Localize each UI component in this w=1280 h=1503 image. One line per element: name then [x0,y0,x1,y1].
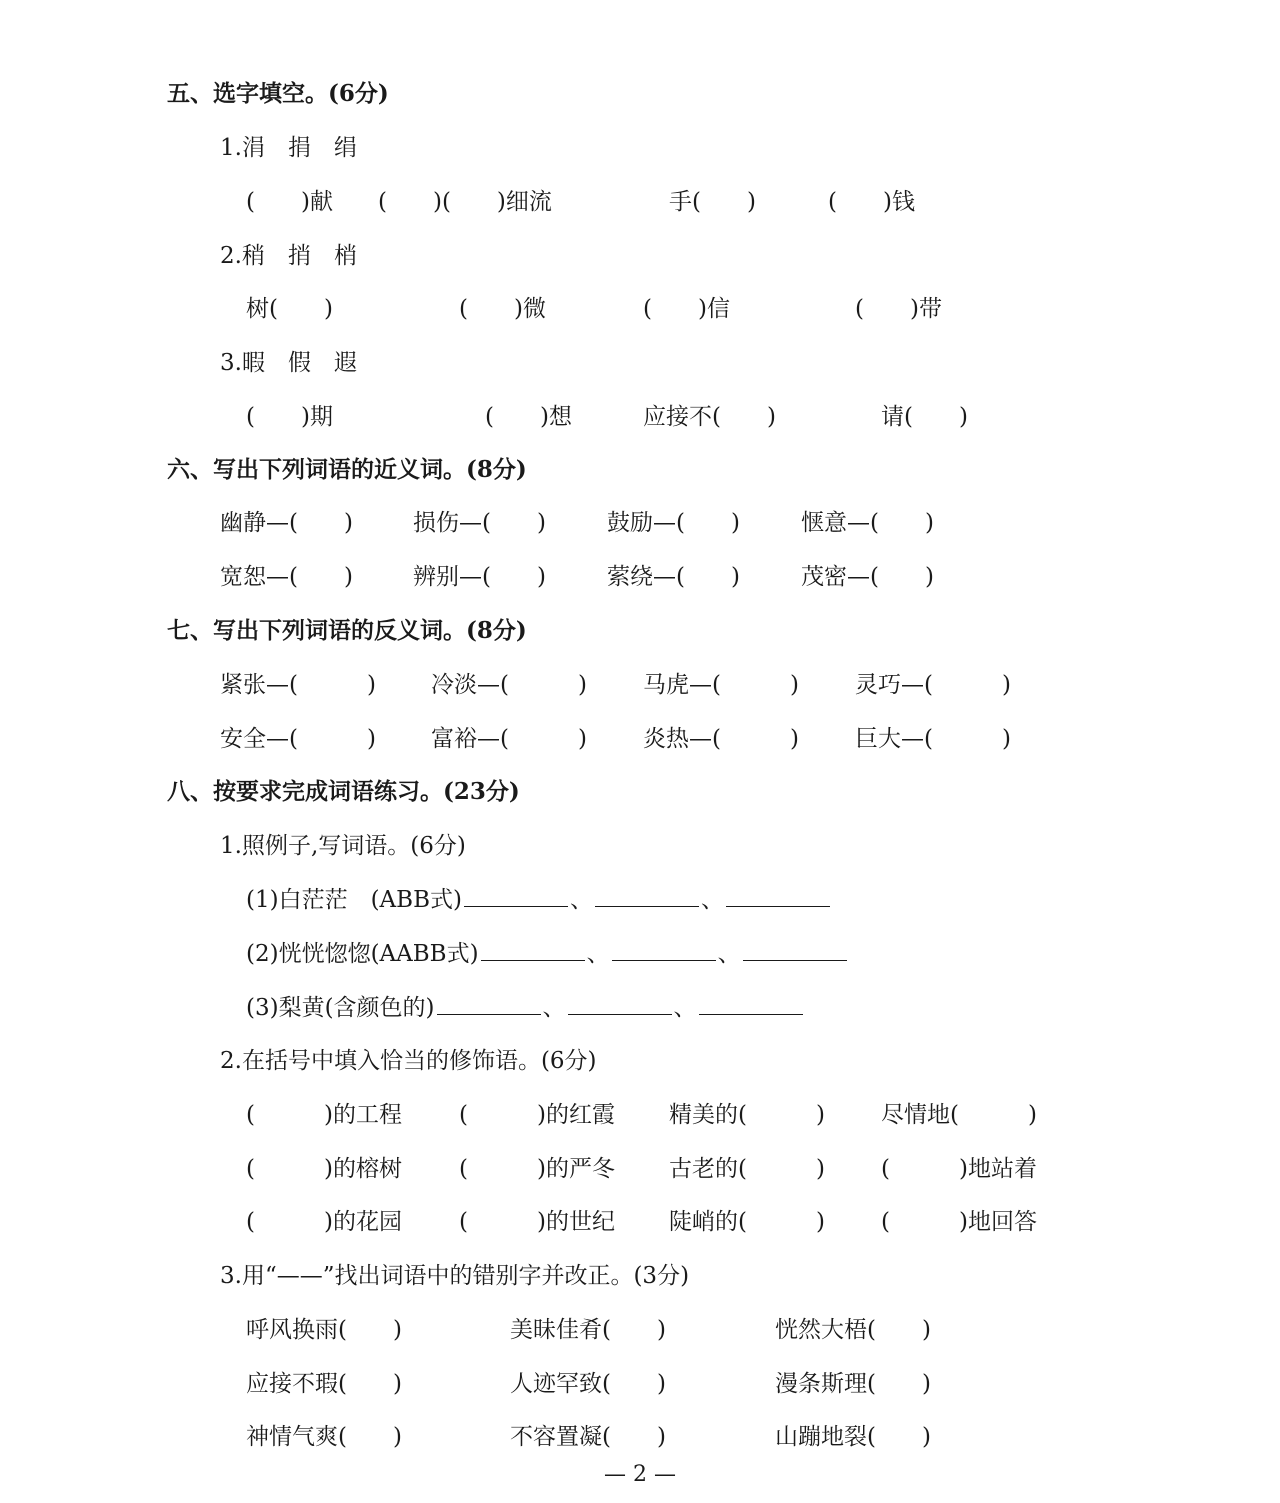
typo-item: 人迹罕致( ) [510,1371,666,1397]
typo-item: 美昧佳肴( ) [510,1317,666,1343]
typo-item: 山蹦地裂( ) [775,1424,931,1450]
s5-q3-item: 应接不( ) [643,404,776,430]
s5-q2-item: ( )信 [643,296,730,322]
s8-q3-row-1 [0,1310,1280,1350]
s8-q3-title: 3.用“——”找出词语中的错别字并改正。(3分) [220,1263,690,1289]
s5-q2-chars: 2.稍 捎 梢 [220,243,357,269]
synonym-item: 茂密—( ) [801,564,934,590]
separator: 、 [586,941,610,967]
s5-q3-chars-line [0,343,1280,383]
typo-item: 不容置凝( ) [510,1424,666,1450]
s5-q3-items [0,397,1280,437]
modifier-item: ( )地站着 [881,1156,1037,1182]
s8-q1-label: (2)恍恍惚惚(AABB式) [246,941,479,967]
s5-q1-chars: 1.涓 捐 绢 [220,135,357,161]
s8-q2-row-2 [0,1149,1280,1189]
s8-q2-row-3 [0,1202,1280,1242]
s5-q1-item: ( )( )细流 [378,189,552,215]
section-7-title: 七、写出下列词语的反义词。(8分) [167,617,527,644]
antonym-item: 富裕—( ) [431,726,587,752]
s7-row-2 [0,719,1280,759]
typo-item: 呼风换雨( ) [246,1317,402,1343]
s5-q3-chars: 3.暇 假 遐 [220,350,357,376]
modifier-item: ( )的花园 [246,1209,402,1235]
synonym-item: 鼓励—( ) [607,510,740,536]
page-number: — 2 — [604,1462,676,1487]
synonym-item: 萦绕—( ) [607,564,740,590]
antonym-item: 炎热—( ) [643,726,799,752]
typo-item: 漫条斯理( ) [775,1371,931,1397]
answer-blank[interactable] [568,988,672,1015]
modifier-item: ( )的红霞 [459,1102,615,1128]
s5-q2-chars-line [0,236,1280,276]
answer-blank[interactable] [612,934,716,961]
s5-q2-item: ( )带 [855,296,942,322]
answer-blank[interactable] [437,988,541,1015]
modifier-item: ( )地回答 [881,1209,1037,1235]
separator: 、 [717,941,741,967]
s8-q1-label: (1)白茫茫 (ABB式) [246,887,462,913]
s8-q3-title-line [0,1256,1280,1296]
typo-item: 神情气爽( ) [246,1424,402,1450]
s8-q1-label: (3)梨黄(含颜色的) [246,995,435,1021]
antonym-item: 紧张—( ) [220,672,376,698]
s6-row-1 [0,503,1280,543]
antonym-item: 安全—( ) [220,726,376,752]
typo-item: 恍然大梧( ) [775,1317,931,1343]
synonym-item: 宽恕—( ) [220,564,353,590]
section-5-title: 五、选字填空。(6分) [167,80,389,107]
section-8 [0,772,1280,812]
section-5 [0,74,1280,114]
modifier-item: ( )的世纪 [459,1209,615,1235]
s8-q2-title: 2.在括号中填入恰当的修饰语。(6分) [220,1048,597,1074]
antonym-item: 巨大—( ) [855,726,1011,752]
s8-q1-item-3 [0,988,1280,1028]
section-6 [0,450,1280,490]
answer-blank[interactable] [743,934,847,961]
s5-q2-item: 树( ) [246,296,333,322]
s7-row-1 [0,665,1280,705]
section-8-title: 八、按要求完成词语练习。(23分) [167,778,520,805]
s5-q1-item: ( )献 [246,189,333,215]
antonym-item: 灵巧—( ) [855,672,1011,698]
s5-q1-item: 手( ) [669,189,756,215]
typo-item: 应接不瑕( ) [246,1371,402,1397]
s8-q1-title: 1.照例子,写词语。(6分) [220,833,466,859]
answer-blank[interactable] [595,880,699,907]
synonym-item: 辨别—( ) [413,564,546,590]
synonym-item: 损伤—( ) [413,510,546,536]
antonym-item: 冷淡—( ) [431,672,587,698]
synonym-item: 惬意—( ) [801,510,934,536]
modifier-item: ( )的工程 [246,1102,402,1128]
s8-q1-item-1 [0,880,1280,920]
s6-row-2 [0,557,1280,597]
s8-q3-row-3 [0,1417,1280,1457]
s5-q1-chars-line [0,128,1280,168]
separator: 、 [569,887,593,913]
synonym-item: 幽静—( ) [220,510,353,536]
modifier-item: ( )的榕树 [246,1156,402,1182]
s8-q2-row-1 [0,1095,1280,1135]
s5-q3-item: 请( ) [881,404,968,430]
s5-q1-item: ( )钱 [828,189,915,215]
s5-q3-item: ( )想 [485,404,572,430]
modifier-item: 陡峭的( ) [669,1209,825,1235]
modifier-item: 古老的( ) [669,1156,825,1182]
modifier-item: 尽情地( ) [881,1102,1037,1128]
s5-q2-item: ( )微 [459,296,546,322]
modifier-item: 精美的( ) [669,1102,825,1128]
answer-blank[interactable] [464,880,568,907]
separator: 、 [673,995,697,1021]
separator: 、 [542,995,566,1021]
answer-blank[interactable] [699,988,803,1015]
s8-q1-title-line [0,826,1280,866]
section-6-title: 六、写出下列词语的近义词。(8分) [167,456,527,483]
antonym-item: 马虎—( ) [643,672,799,698]
s5-q3-item: ( )期 [246,404,333,430]
s8-q3-row-2 [0,1364,1280,1404]
answer-blank[interactable] [726,880,830,907]
s5-q2-items [0,289,1280,329]
s8-q2-title-line [0,1041,1280,1081]
section-7 [0,611,1280,651]
answer-blank[interactable] [481,934,585,961]
s8-q1-item-2 [0,934,1280,974]
separator: 、 [700,887,724,913]
s5-q1-items [0,182,1280,222]
modifier-item: ( )的严冬 [459,1156,615,1182]
